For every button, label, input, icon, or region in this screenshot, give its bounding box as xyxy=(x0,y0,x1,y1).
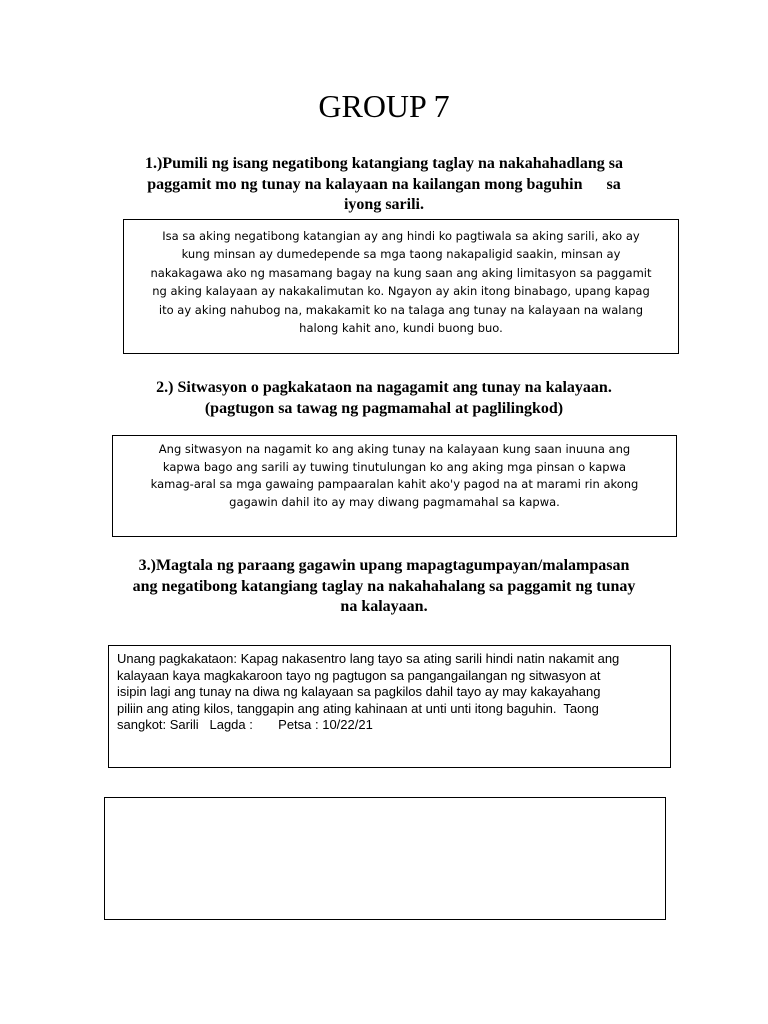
answer-3: Unang pagkakataon: Kapag nakasentro lang tayo sa ating sarili hindi natin nakamit ang kalayaan kaya magkakaroon tayo ng pagtugon sa pangangailangan ng sitwasyon at isipin lagi ang tunay na diwa ng kalayaan sa pagkilos dahil tayo ay may kakayahang piliin ang ating kilos, tanggapin ang ating kahinaan at unti unti itong baguhin. Taong sangkot: Sarili Lagda : Petsa : 10/22/21 xyxy=(117,651,620,733)
question-3: 3.)Magtala ng paraang gagawin upang mapagtagumpayan/malampasan ang negatibong katangiang taglay na nakahahalang sa paggamit ng tunay na kalayaan. xyxy=(132,557,636,615)
page-title: GROUP 7 xyxy=(318,88,450,124)
question-2: 2.) Sitwasyon o pagkakataon na nagagamit ang tunay na kalayaan. (pagtugon sa tawag ng pagmamahal at paglilingkod) xyxy=(156,379,612,417)
answer-2: Ang sitwasyon na nagamit ko ang aking tunay na kalayaan kung saan inuuna ang kapwa bago ang sarili ay tuwing tinutulungan ko ang aking mga pinsan o kapwa kamag-aral sa mga gawaing pampaaralan kahit ako'y pagod na at marami rin akong gagawin dahil ito ay may diwang pagmamahal sa kapwa. xyxy=(150,442,639,509)
question-1: 1.)Pumili ng isang negatibong katangiang taglay na nakahahadlang sa paggamit mo ng tunay na kalayaan na kailangan mong baguhin sa iyong sarili. xyxy=(145,155,623,213)
answer-1: Isa sa aking negatibong katangian ay ang hindi ko pagtiwala sa aking sarili, ako ay kung minsan ay dumedepende sa mga taong nakapaligid saakin, minsan ay nakakagawa ako ng masamang bagay na kung saan ang aking limitasyon sa paggamit ng aking kalayaan ay nakakalimutan ko. Ngayon ay akin itong binabago, upang kapag ito ay aking nahubog na, makakamit ko na talaga ang tunay na kalayaan na walang halong kahit ano, kundi buong buo. xyxy=(150,229,652,336)
empty-box xyxy=(104,797,666,920)
